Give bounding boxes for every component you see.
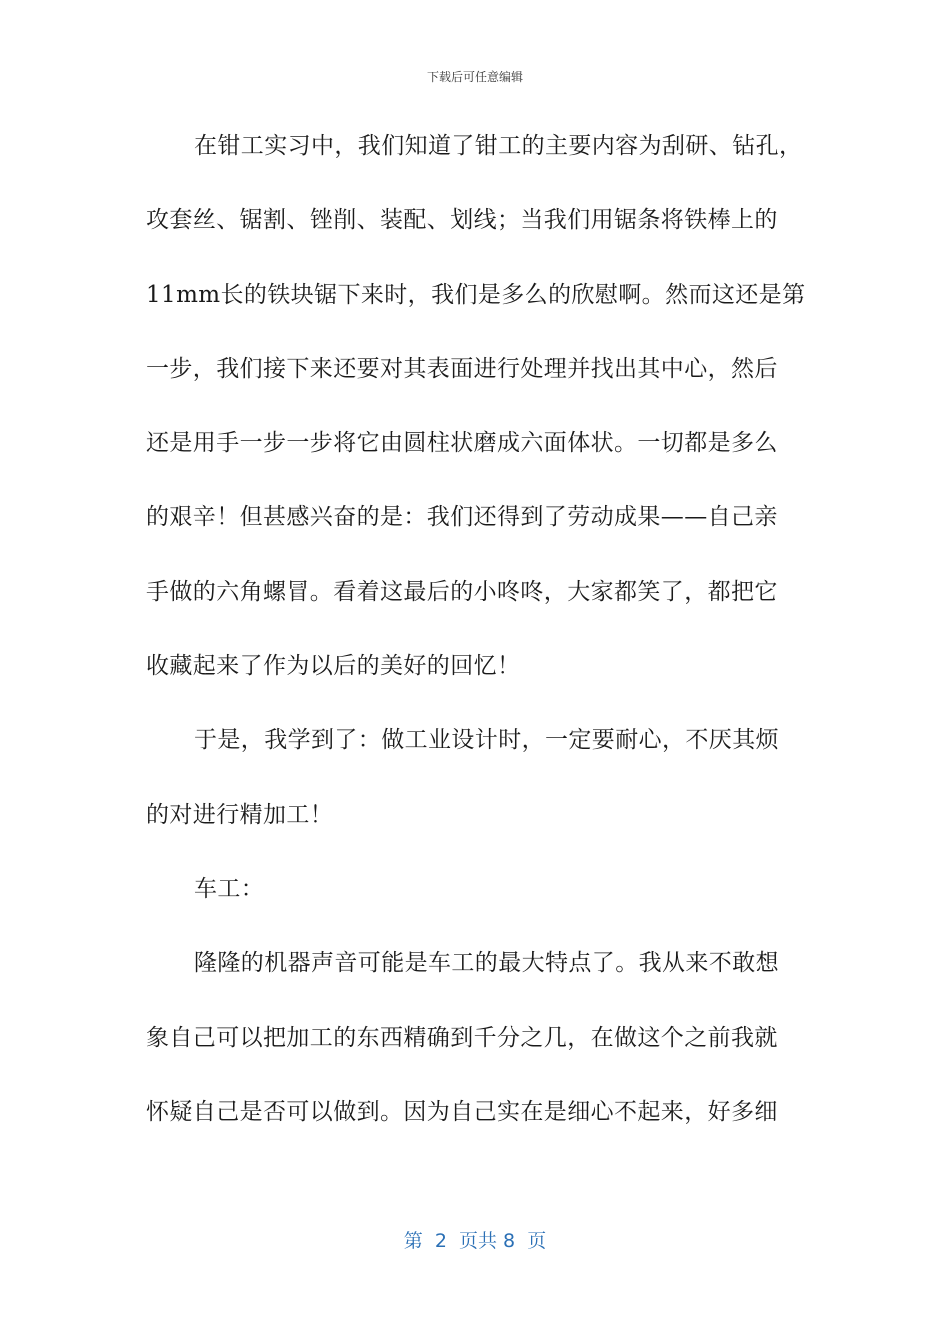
section-heading: 车工：	[194, 875, 265, 902]
document-body	[146, 122, 806, 1162]
page-number: 第 2 页共 8 页	[403, 1230, 547, 1252]
paragraph-line: 怀疑自己是否可以做到。因为自己实在是细心不起来，好多细	[146, 1098, 778, 1125]
paragraph-line: 攻套丝、锯割、锉削、装配、划线；当我们用锯条将铁棒上的	[146, 207, 778, 234]
paragraph-line: 象自己可以把加工的东西精确到千分之几，在做这个之前我就	[146, 1024, 778, 1051]
paragraph-line: 于是，我学到了：做工业设计时，一定要耐心，不厌其烦	[194, 727, 779, 754]
header-note: 下载后可任意编辑	[426, 70, 523, 84]
paragraph-line: 的艰辛！但甚感兴奋的是：我们还得到了劳动成果——自己亲	[146, 504, 778, 531]
paragraph-line: 隆隆的机器声音可能是车工的最大特点了。我从来不敢想	[194, 950, 779, 977]
paragraph-line: 在钳工实习中，我们知道了钳工的主要内容为刮研、钻孔，	[194, 133, 803, 159]
paragraph-line: 一步，我们接下来还要对其表面进行处理并找出其中心，然后	[146, 355, 778, 382]
paragraph-line: 11mm长的铁块锯下来时，我们是多么的欣慰啊。然而这还是第	[146, 281, 806, 308]
paragraph-line: 的对进行精加工！	[146, 801, 334, 828]
paragraph-line: 收藏起来了作为以后的美好的回忆！	[146, 653, 521, 680]
paragraph-line: 还是用手一步一步将它由圆柱状磨成六面体状。一切都是多么	[146, 430, 778, 457]
paragraph-line: 手做的六角螺冒。看着这最后的小咚咚，大家都笑了，都把它	[146, 578, 778, 605]
